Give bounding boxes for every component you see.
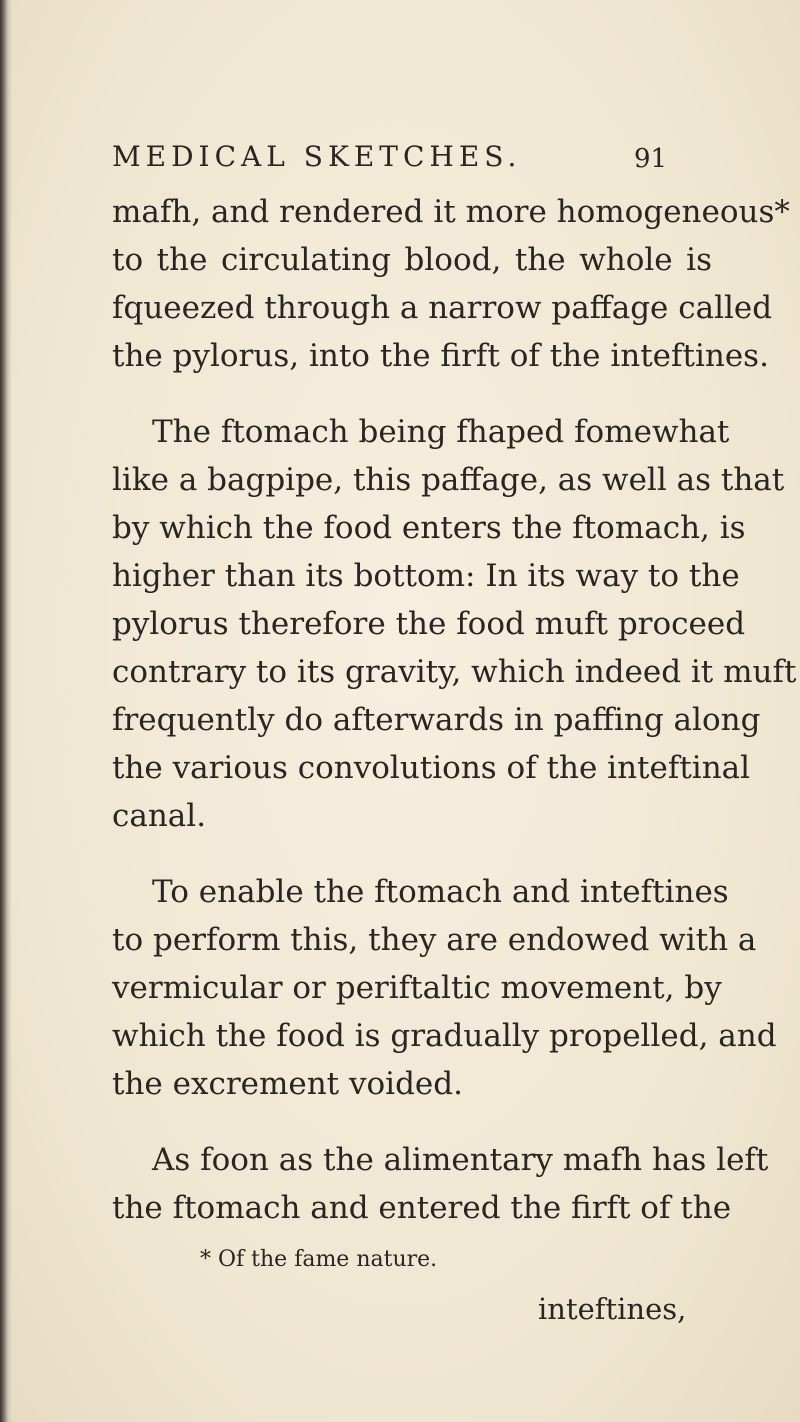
paragraph: [112, 1136, 769, 1232]
page-header: [112, 140, 712, 180]
text-line: like a bagpipe, this paffage, as well as that: [112, 462, 785, 498]
text-line: the ftomach and entered the firft of the: [112, 1190, 732, 1226]
text-line: which the food is gradually propelled, and: [112, 1018, 777, 1054]
page-number: 91: [634, 144, 668, 174]
text-line: to the circulating blood, the whole is: [112, 242, 712, 278]
paragraph: [112, 408, 797, 840]
footnote: * Of the fame nature.: [200, 1247, 438, 1272]
body-text: [112, 188, 797, 1232]
paragraph: [112, 188, 790, 380]
text-line: pylorus therefore the food muft proceed: [112, 606, 746, 642]
text-line: by which the food enters the ftomach, is: [112, 510, 746, 546]
text-line: mafh, and rendered it more homogeneous*: [112, 194, 790, 230]
text-line: contrary to its gravity, which indeed it muft: [112, 654, 797, 690]
text-line: fqueezed through a narrow paffage called: [112, 290, 773, 326]
text-line: the various convolutions of the inteftinal: [112, 750, 751, 786]
text-line: vermicular or periftaltic movement, by: [112, 970, 722, 1006]
text-line: As foon as the alimentary mafh has left: [152, 1142, 769, 1178]
text-line: canal.: [112, 798, 207, 834]
catchword: inteftines,: [538, 1292, 687, 1326]
text-line: the pylorus, into the firft of the inteftines.: [112, 338, 769, 374]
paragraph: [112, 868, 777, 1108]
text-line: to perform this, they are endowed with a: [112, 922, 757, 958]
book-spine-shadow: [0, 0, 12, 1422]
running-head: MEDICAL SKETCHES.: [112, 140, 522, 173]
text-line: higher than its bottom: In its way to the: [112, 558, 740, 594]
text-line: The ftomach being fhaped fomewhat: [152, 414, 730, 450]
text-line: the excrement voided.: [112, 1066, 463, 1102]
text-line: To enable the ftomach and inteftines: [152, 874, 729, 910]
text-line: frequently do afterwards in paffing along: [112, 702, 761, 738]
